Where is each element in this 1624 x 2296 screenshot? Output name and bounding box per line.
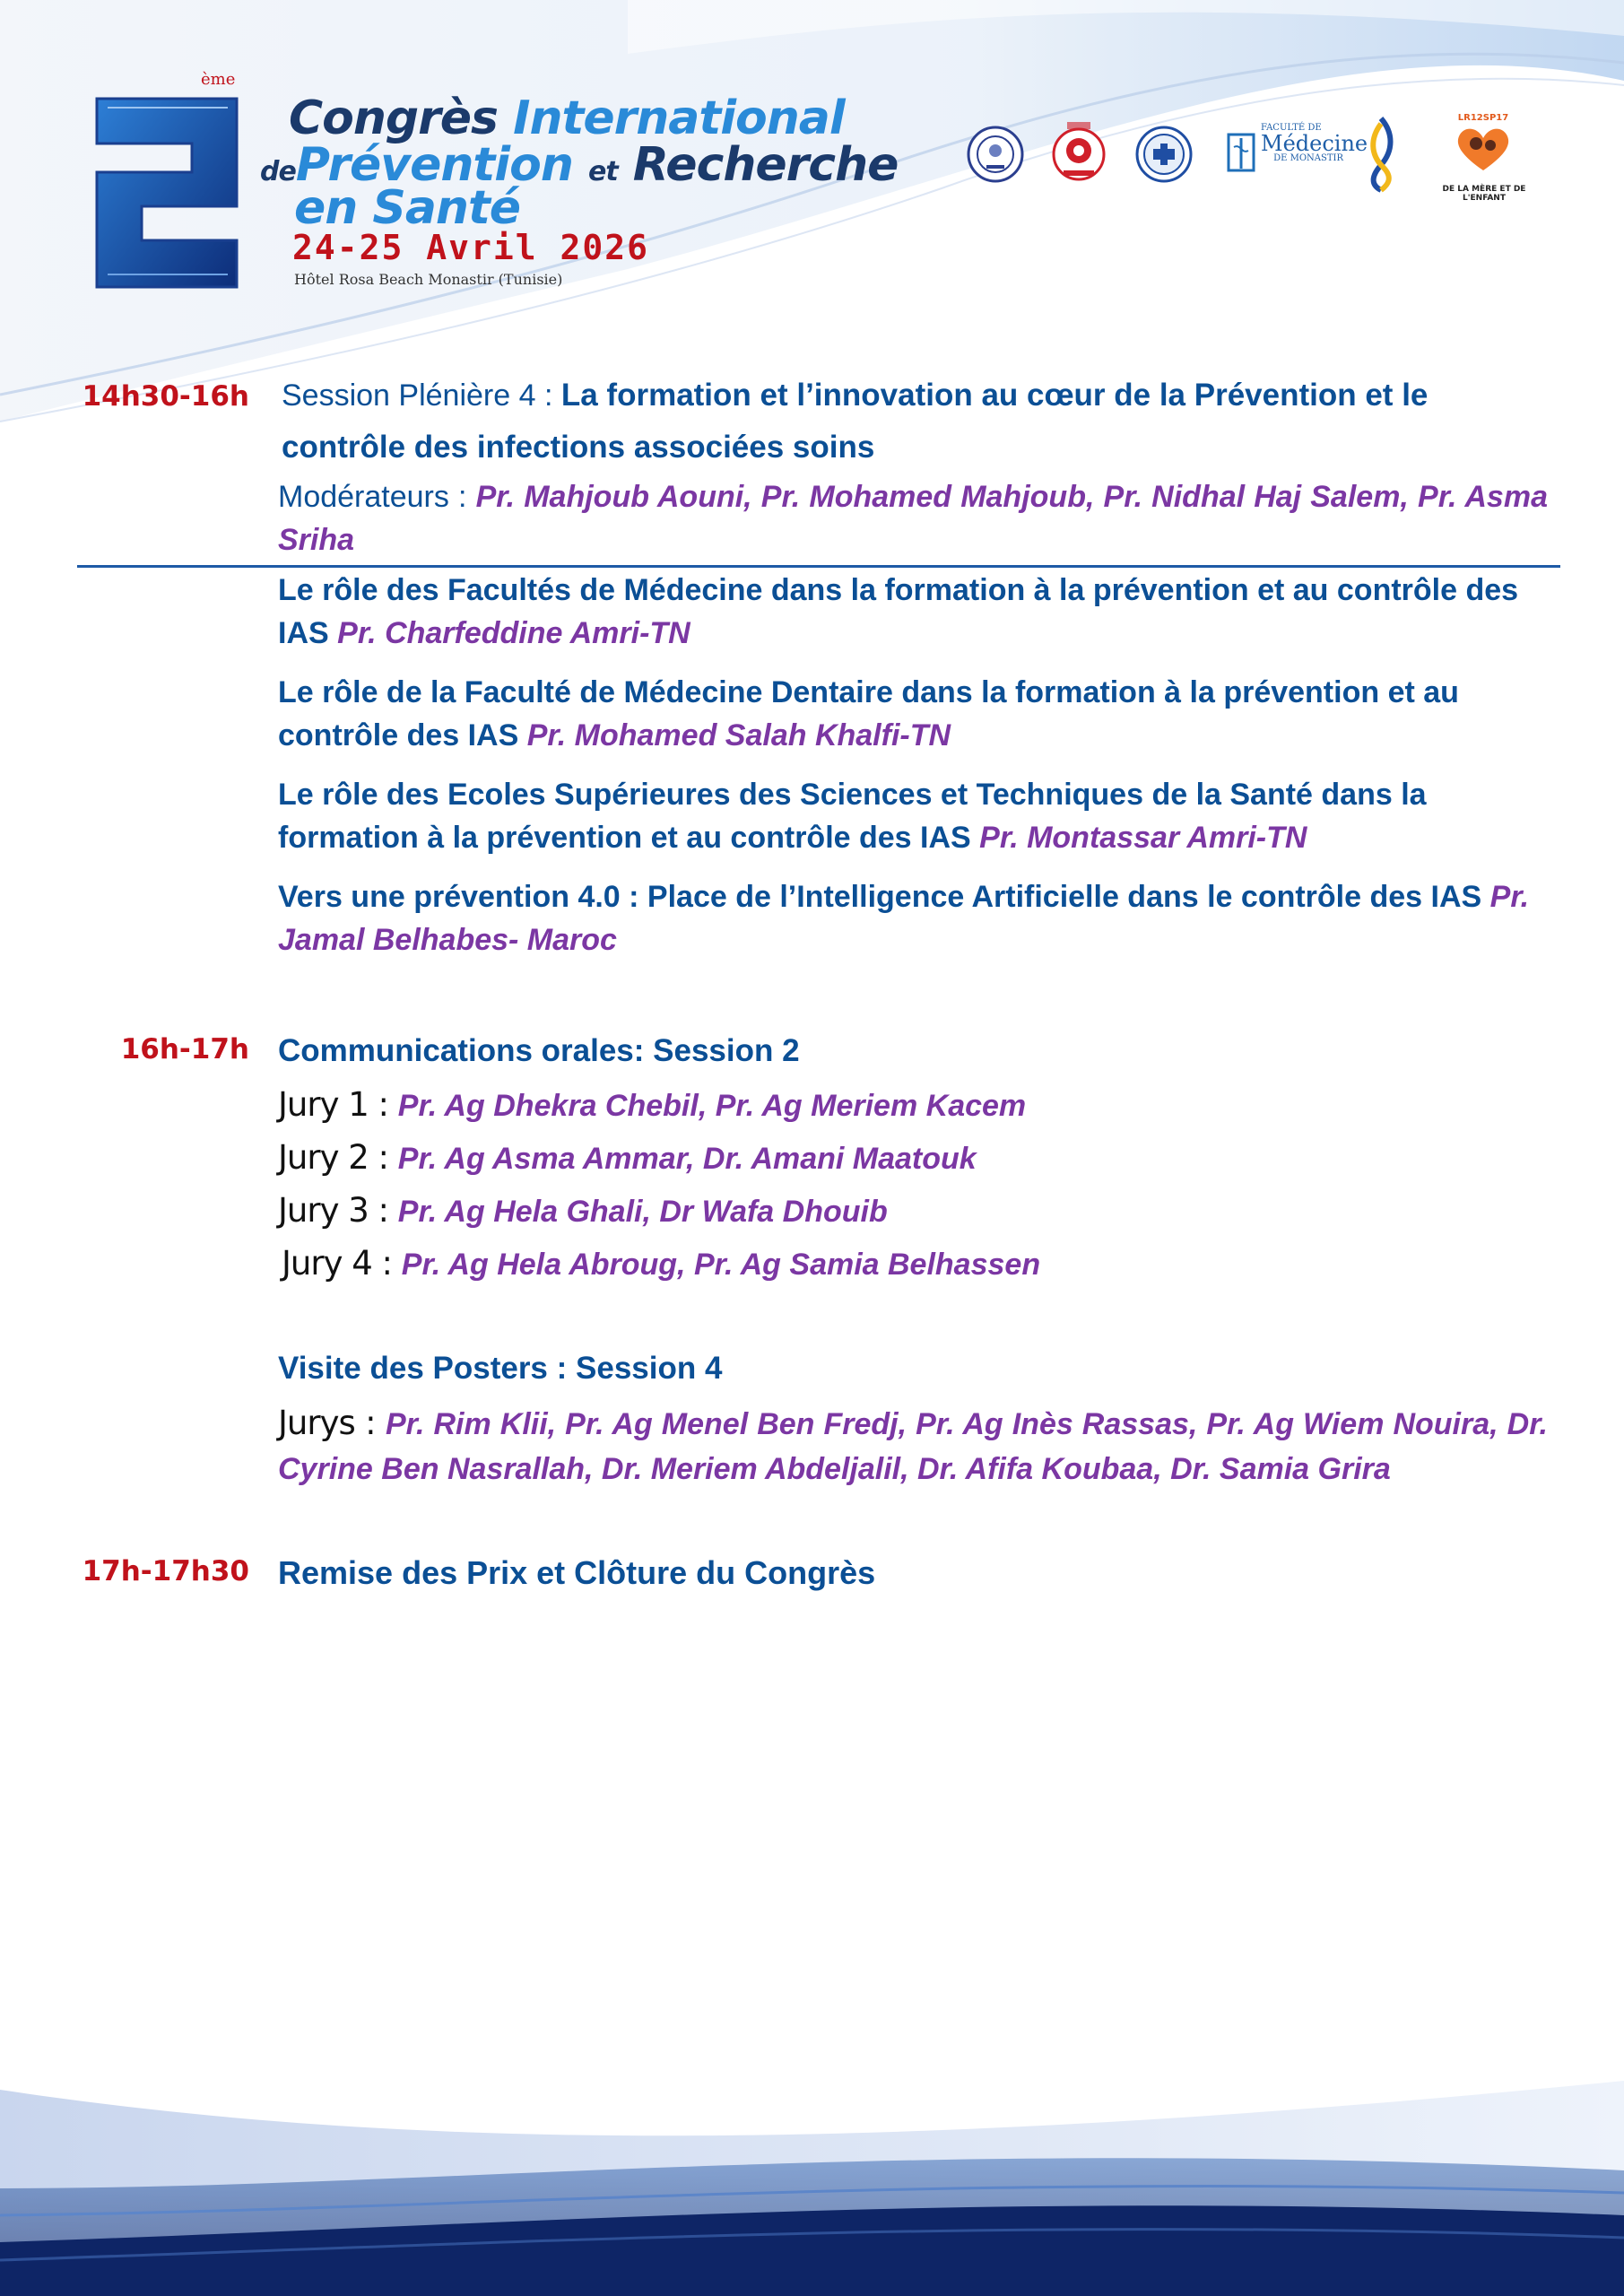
- talk-speaker: Pr. Jamal Belhabes- Maroc: [278, 880, 1530, 957]
- jury-members: Pr. Ag Dhekra Chebil, Pr. Ag Meriem Kacem: [397, 1089, 1027, 1123]
- title-word-et: et: [587, 156, 618, 187]
- faculty-logo-word-4: DE MONASTIR: [1273, 153, 1343, 163]
- closing-time: 17h-17h30: [82, 1555, 249, 1587]
- talk-speaker: Pr. Mohamed Salah Khalfi-TN: [526, 718, 951, 752]
- posters-title: Visite des Posters : Session 4: [278, 1351, 723, 1386]
- jury-row: [278, 1189, 1548, 1233]
- jury-list: [278, 1083, 1548, 1286]
- faculty-medecine-logo: [1261, 123, 1368, 163]
- jury-label: Jury 2 :: [278, 1138, 398, 1177]
- jury-row: [278, 1242, 1548, 1286]
- edition-emblem: [88, 90, 246, 294]
- talk-title: Le rôle des Facultés de Médecine dans la formation à la prévention et au contrôle des IAS: [278, 573, 1519, 650]
- plenary-talk-list: [278, 569, 1548, 961]
- jury-label: Jury 1 :: [278, 1085, 398, 1124]
- congress-venue: Hôtel Rosa Beach Monastir (Tunisie): [294, 271, 563, 288]
- congress-dates: 24-25 Avril 2026: [292, 228, 650, 267]
- plenary-title-text: La formation et l’innovation au cœur de la Prévention et le contrôle des infections associées soins: [282, 378, 1429, 465]
- section-divider: [77, 565, 1560, 568]
- plenary-label: Session Plénière 4 :: [282, 378, 561, 413]
- partner-logo-1: [967, 126, 1024, 183]
- title-word-congres: Congrès: [289, 91, 498, 145]
- congress-title-line3: en Santé: [294, 181, 521, 235]
- jury-label: Jury 4 :: [282, 1244, 402, 1283]
- lab-logo-caption: DE LA MÈRE ET DE L'ENFANT: [1442, 185, 1526, 203]
- lab-logo-code: LR12SP17: [1457, 113, 1509, 123]
- posters-jurys: [278, 1401, 1548, 1492]
- faculty-logo-word-1: FACULTÉ: [1261, 123, 1306, 133]
- talk-title: Le rôle de la Faculté de Médecine Dentaire dans la formation à la prévention et au contrôle des IAS: [278, 675, 1459, 752]
- faculty-medecine-logo-icon: [1225, 126, 1257, 183]
- title-word-prevention: Prévention: [295, 138, 573, 192]
- talk-item: [278, 773, 1548, 859]
- jury-members: Pr. Ag Asma Ammar, Dr. Amani Maatouk: [397, 1142, 977, 1176]
- moderators-names: Pr. Mahjoub Aouni, Pr. Mohamed Mahjoub, Pr. Nidhal Haj Salem, Pr. Asma Sriha: [278, 480, 1548, 557]
- plenary-time: 14h30-16h: [82, 380, 249, 413]
- partner-logo-5: [1358, 115, 1404, 194]
- title-word-de: de: [260, 156, 296, 187]
- talk-item: [278, 875, 1548, 961]
- jury-label: Jury 3 :: [278, 1191, 398, 1230]
- talk-speaker: Pr. Charfeddine Amri-TN: [337, 616, 690, 650]
- jury-members: Pr. Ag Hela Ghali, Dr Wafa Dhouib: [397, 1195, 888, 1229]
- title-word-recherche: Recherche: [632, 138, 899, 192]
- edition-suffix: ème: [201, 70, 236, 89]
- oral-time: 16h-17h: [120, 1033, 249, 1065]
- congress-title-line1: [289, 93, 845, 144]
- plenary-title: [282, 370, 1551, 474]
- posters-jurys-names: Pr. Rim Klii, Pr. Ag Menel Ben Fredj, Pr. Ag Inès Rassas, Pr. Ag Wiem Nouira, Dr. Cyrine Ben Nasrallah, Dr. Meriem Abdeljalil, Dr. Afifa Koubaa, Dr. Samia Grira: [278, 1407, 1548, 1486]
- talk-speaker: Pr. Montassar Amri-TN: [979, 821, 1307, 855]
- faculty-logo-word-2: DE: [1307, 123, 1322, 133]
- posters-jurys-label: Jurys :: [278, 1404, 386, 1442]
- talk-item: [278, 569, 1548, 655]
- partner-logo-3: [1135, 126, 1193, 183]
- moderators-label: Modérateurs :: [278, 480, 476, 514]
- title-word-international: International: [513, 91, 845, 145]
- closing-title: Remise des Prix et Clôture du Congrès: [278, 1554, 876, 1591]
- jury-row: [278, 1083, 1548, 1127]
- jury-members: Pr. Ag Hela Abroug, Pr. Ag Samia Belhassen: [401, 1248, 1041, 1282]
- talk-title: Vers une prévention 4.0 : Place de l’Intelligence Artificielle dans le contrôle des IAS: [278, 880, 1482, 914]
- lab-heart-logo: [1451, 124, 1515, 174]
- oral-title: Communications orales: Session 2: [278, 1033, 800, 1068]
- plenary-moderators: [278, 475, 1548, 561]
- partner-logo-2: [1051, 120, 1107, 188]
- faculty-logo-word-3: Médecine: [1261, 131, 1368, 156]
- jury-row: [278, 1136, 1548, 1180]
- talk-title: Le rôle des Ecoles Supérieures des Sciences et Techniques de la Santé dans la formation à la prévention et au contrôle des IAS: [278, 778, 1427, 855]
- talk-item: [278, 671, 1548, 757]
